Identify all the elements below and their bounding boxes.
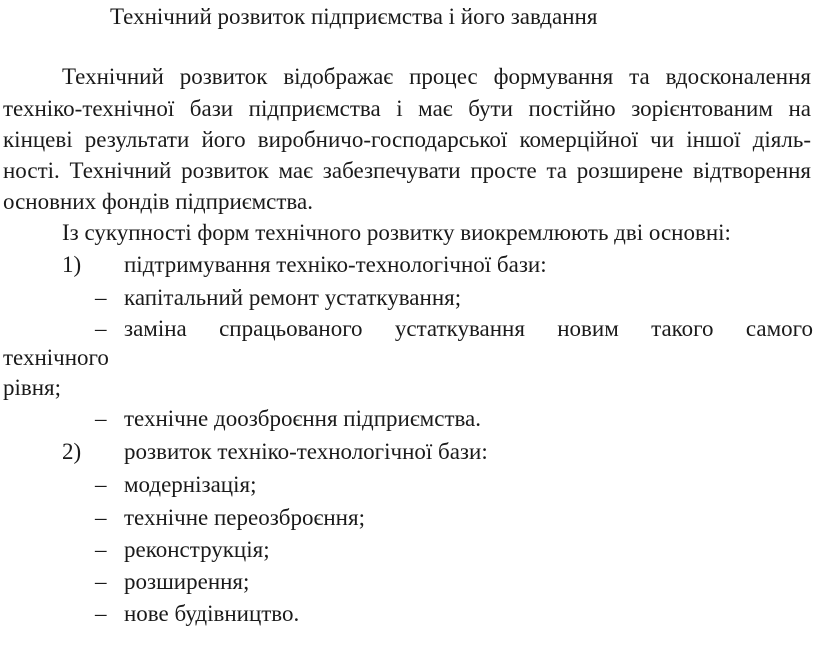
list-item-2-number: 2) <box>62 439 82 464</box>
sub-item-1-2-text-line-1: заміна спрацьованого устаткування новим такого самого <box>124 316 813 341</box>
dash-bullet: – <box>95 569 107 594</box>
sub-item-1-2-text-line-3: рівня; <box>3 375 62 400</box>
sub-item-1-1-text: капітальний ремонт устаткування; <box>124 285 462 310</box>
list-item-2-label: розвиток техніко-технологічної бази: <box>124 439 488 464</box>
sub-item-1-3-text: технічне доозброєння підприємства. <box>124 406 482 431</box>
dash-bullet: – <box>95 472 107 497</box>
sub-item-2-4-text: розширення; <box>124 569 250 594</box>
dash-bullet: – <box>95 406 107 431</box>
dash-bullet: – <box>95 285 107 310</box>
dash-bullet: – <box>95 601 107 626</box>
list-item-1-label: підтримування техніко-технологічної бази: <box>124 252 547 277</box>
sub-item-2-2-text: технічне переозброєння; <box>124 505 365 530</box>
dash-bullet: – <box>95 316 107 341</box>
paragraph-2: Із сукупності форм технічного розвитку виокремлюють дві основні: <box>62 220 731 245</box>
paragraph-1-line-2: техніко-технічної бази підприємства і має бути постійно зорієнтованим на <box>3 96 811 121</box>
sub-item-1-2-text-line-2: технічного <box>3 345 109 370</box>
paragraph-1-line-4: ності. Технічний розвиток має забезпечувати просте та розширене відтворення <box>3 158 811 183</box>
paragraph-1-line-5: основних фондів підприємства. <box>3 189 313 214</box>
list-item-1-number: 1) <box>62 252 82 277</box>
document-title: Технічний розвиток підприємства і його завдання <box>110 4 598 29</box>
sub-item-2-5-text: нове будівництво. <box>124 601 300 626</box>
sub-item-2-1-text: модернізація; <box>124 472 257 497</box>
sub-item-2-3-text: реконструкція; <box>124 537 270 562</box>
dash-bullet: – <box>95 505 107 530</box>
paragraph-1-line-1: Технічний розвиток відображає процес формування та вдосконалення <box>62 64 811 89</box>
paragraph-1-line-3: кінцеві результати його виробничо-господарської комерційної чи іншої діяль- <box>3 127 811 152</box>
dash-bullet: – <box>95 537 107 562</box>
